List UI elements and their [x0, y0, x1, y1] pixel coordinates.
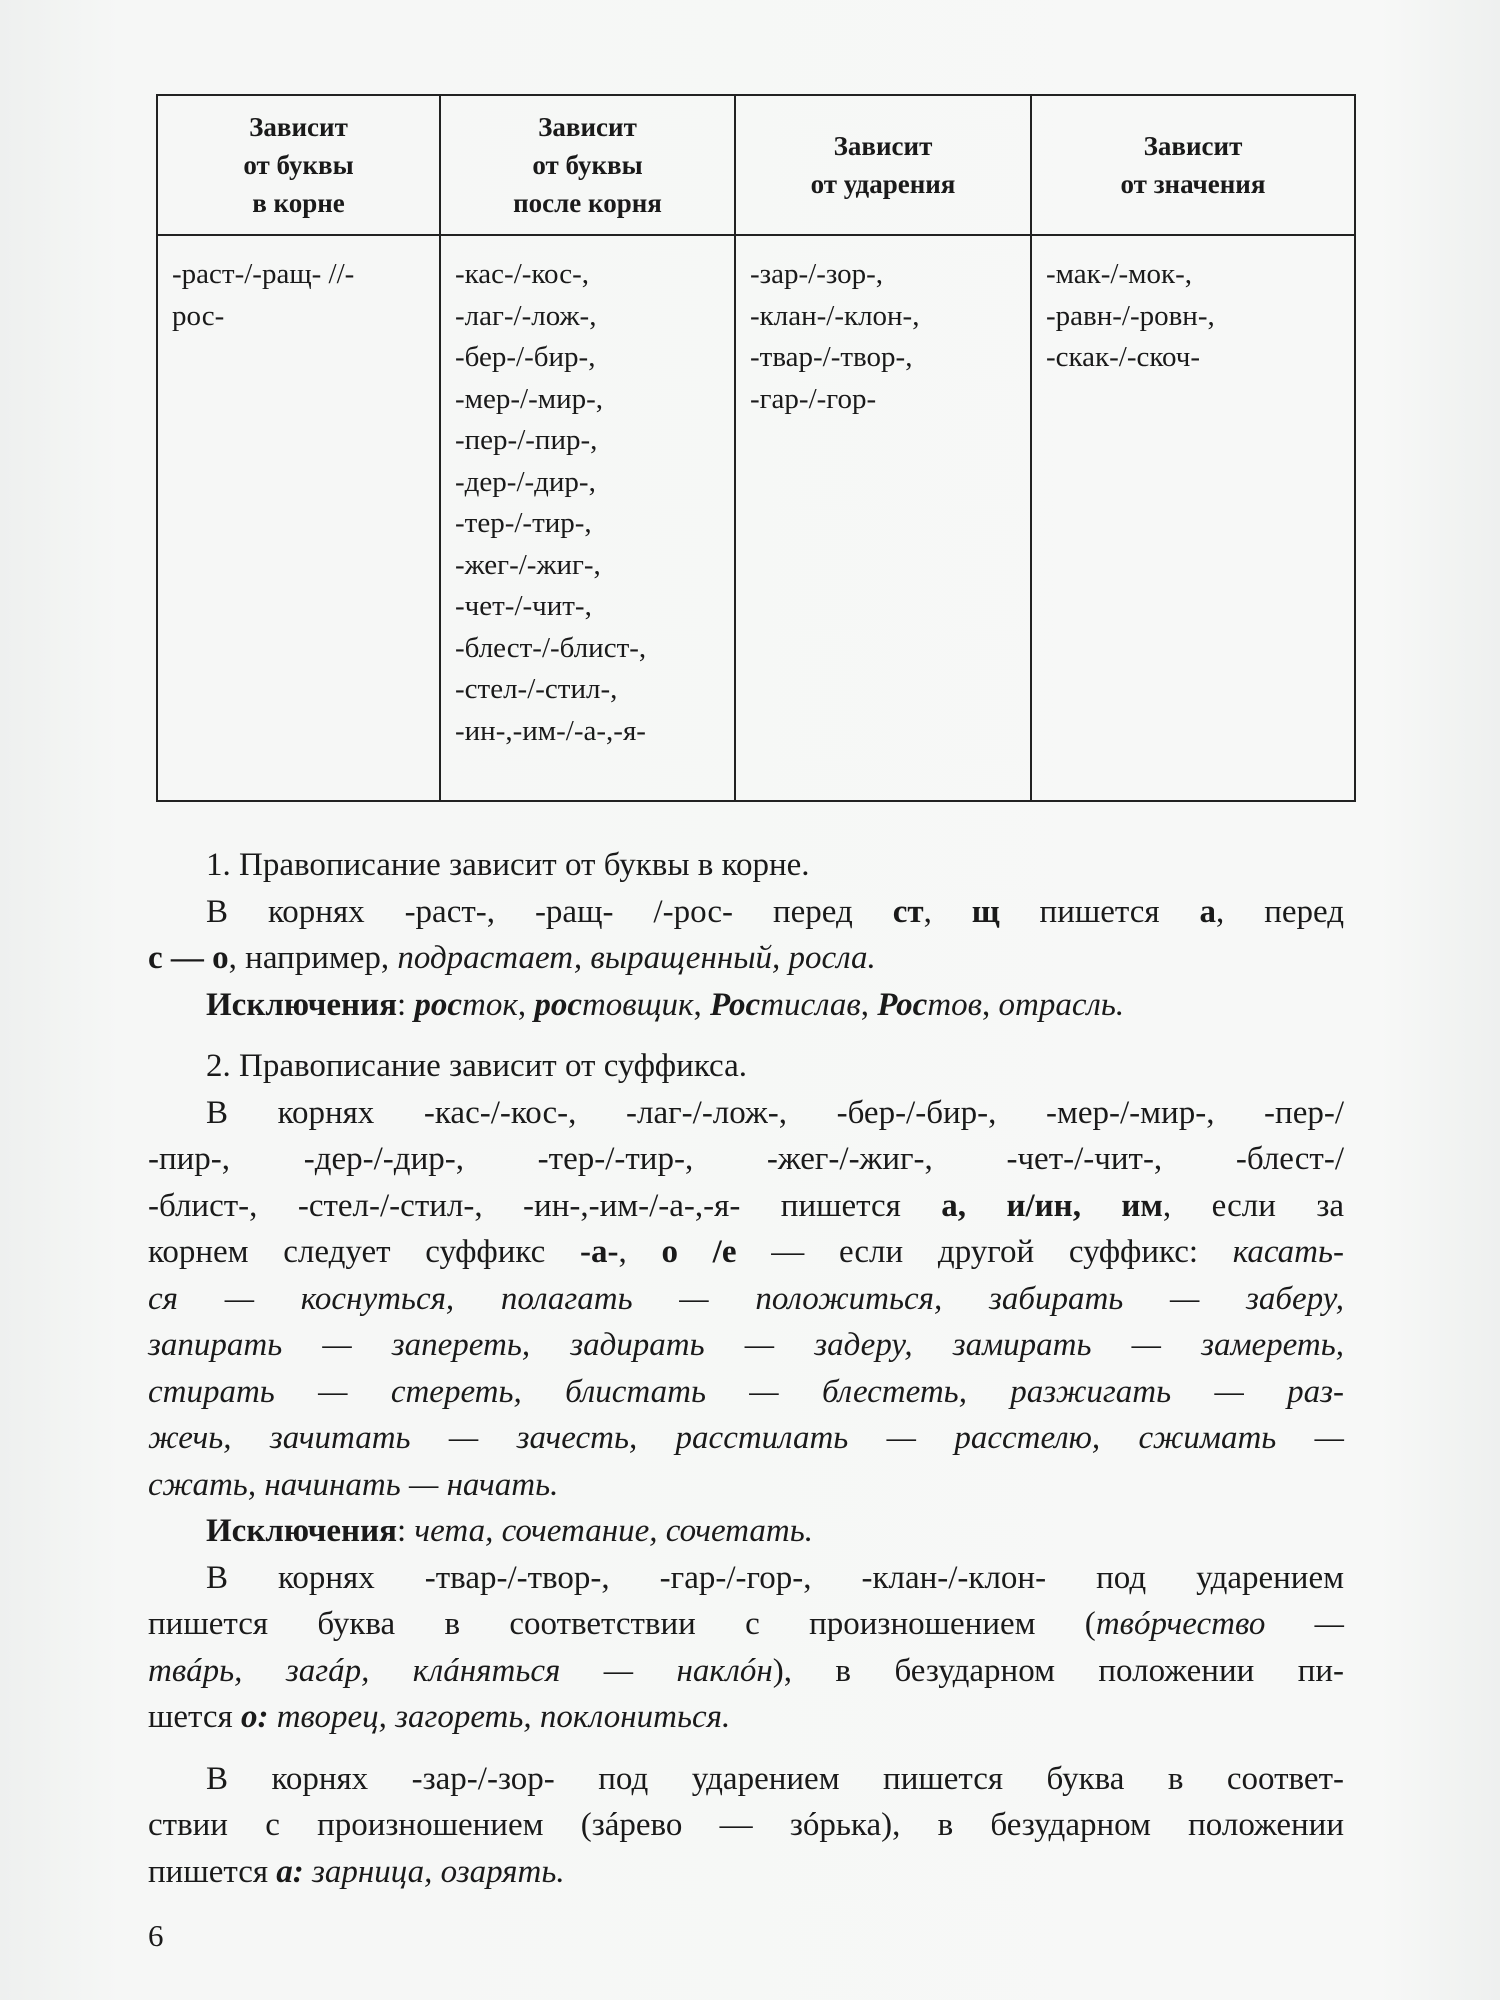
header-after-root-letter: Зависит от буквы после корня [440, 95, 735, 235]
page-number: 6 [148, 1918, 164, 1953]
cell-stress: -зар-/-зор-, -клан-/-клон-, -твар-/-твор-, -гар-/-гор- [735, 235, 1031, 801]
rule-2-body: В корнях -кас-/-кос-, -лаг-/-лож-, -бер-/-бир-, -мер-/-мир-, -пер-/ -пир-, -дер-/-дир-, -тер-/-тир-, -жег-/-жиг-, -чет-/-чит-, -блест-/ -блист-, -стел-/-стил-, -ин-,-им-/-а-,-я- пишется а, и/ин, им, если за корнем следует суффикс -а-, о /е — если другой суффикс: касать- ся — коснуться, полагать — положиться, забирать — заберу, запирать — запереть, задирать — задеру, замирать — замереть, стирать — стереть, блистать — блестеть, разжигать — раз- жечь, зачитать — зачесть, расстилать — расстелю, сжимать — сжать, начинать — начать. [148, 1094, 1344, 1503]
table-row [157, 235, 1355, 801]
table-header-row [157, 95, 1355, 235]
header-root-letter: Зависит от буквы в корне [157, 95, 440, 235]
rule-zar-zor-body: В корнях -зар-/-зор- под ударением пишется буква в соответ- ствии с произношением (зáрево — зóрька), в безударном положении пишется а: зарница, озарять. [148, 1760, 1344, 1890]
rule-stress-body: В корнях -твар-/-твор-, -гар-/-гор-, -клан-/-клон- под ударением пишется буква в соответствии с произношением (твóрчество — твáрь, загáр, клáняться — наклóн), в безударном положении пи- шется о: творец, загореть, поклониться. [148, 1559, 1345, 1735]
rule-1-heading: 1. Правописание зависит от буквы в корне. [206, 847, 810, 883]
rule-1-exceptions: Исключения: росток, ростовщик, Ростислав, Ростов, отрасль. [206, 986, 1125, 1023]
cell-meaning: -мак-/-мок-, -равн-/-ровн-, -скак-/-скоч- [1031, 235, 1355, 801]
rule-2-heading: 2. Правописание зависит от суффикса. [206, 1048, 747, 1084]
cell-root-letter: -раст-/-ращ- //- рос- [157, 235, 440, 801]
cell-after-root-letter: -кас-/-кос-, -лаг-/-лож-, -бер-/-бир-, -мер-/-мир-, -пер-/-пир-, -дер-/-дир-, -тер-/-тир-, -жег-/-жиг-, -чет-/-чит-, -блест-/-блист-, -стел-/-стил-, -ин-,-им-/-а-,-я- [440, 235, 735, 801]
spelling-rules-table [156, 94, 1356, 802]
rules-text [148, 842, 1344, 1895]
header-stress: Зависит от ударения [735, 95, 1031, 235]
rule-1-body: В корнях -раст-, -ращ- /-рос- перед ст, щ пишется а, перед с — о, например, подрастает, выращенный, росла. [148, 893, 1345, 976]
header-meaning: Зависит от значения [1031, 95, 1355, 235]
rule-2-exceptions: Исключения: чета, сочетание, сочетать. [206, 1513, 814, 1549]
